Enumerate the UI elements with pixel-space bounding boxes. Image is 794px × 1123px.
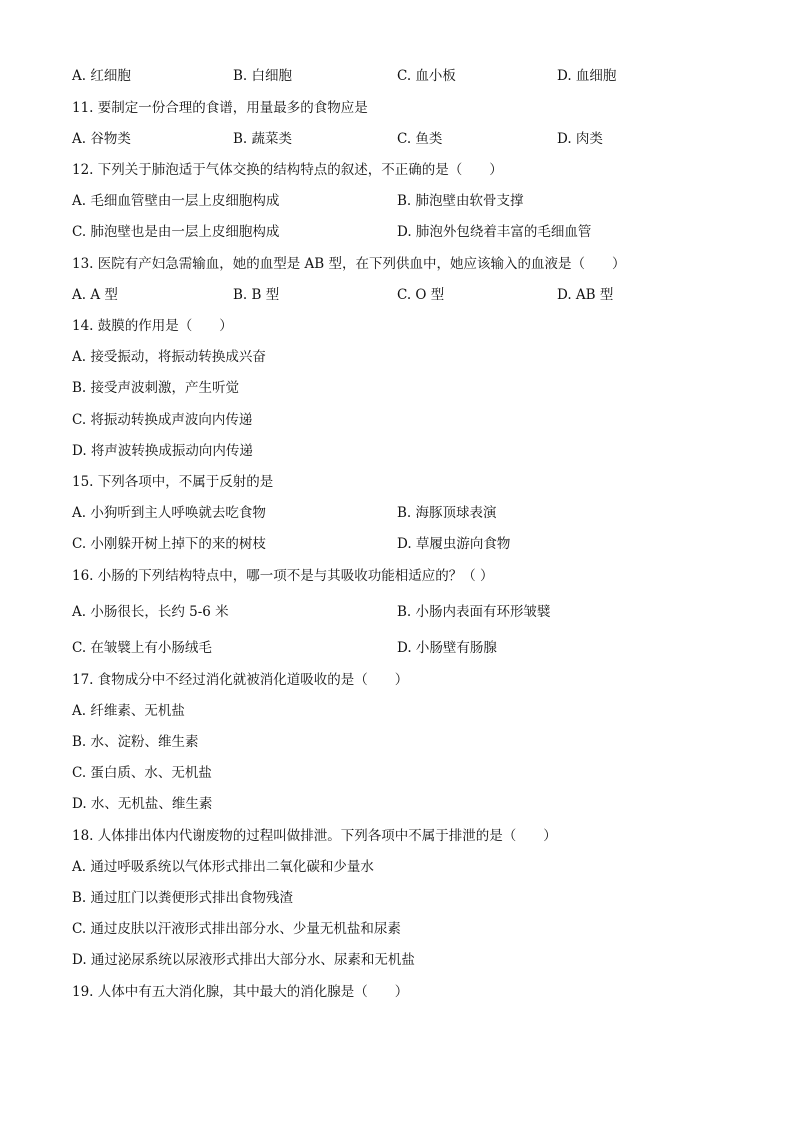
q15-option-d: D. 草履虫游向食物 — [397, 536, 511, 552]
q15-stem: 15. 下列各项中，不属于反射的是 — [72, 474, 274, 490]
q14-option-b: B. 接受声波刺激，产生听觉 — [72, 380, 240, 396]
q16-option-a: A. 小肠很长，长约 5-6 米 — [72, 604, 229, 620]
q17-option-c: C. 蛋白质、水、无机盐 — [72, 765, 212, 781]
q18-option-c: C. 通过皮肤以汗液形式排出部分水、少量无机盐和尿素 — [72, 921, 401, 937]
q15-option-b: B. 海豚顶球表演 — [397, 505, 497, 521]
q18-option-a: A. 通过呼吸系统以气体形式排出二氧化碳和少量水 — [72, 859, 374, 875]
q14-option-c: C. 将振动转换成声波向内传递 — [72, 412, 253, 428]
q11-option-a: A. 谷物类 — [72, 131, 131, 147]
q11-option-c: C. 鱼类 — [397, 131, 443, 147]
q14-option-d: D. 将声波转换成振动向内传递 — [72, 443, 253, 459]
q10-option-a: A. 红细胞 — [72, 68, 131, 84]
q14-option-a: A. 接受振动，将振动转换成兴奋 — [72, 349, 266, 365]
q10-option-c: C. 血小板 — [397, 68, 456, 84]
q11-stem: 11. 要制定一份合理的食谱，用量最多的食物应是 — [72, 100, 368, 116]
q13-option-a: A. A 型 — [72, 287, 118, 303]
q12-option-a: A. 毛细血管壁由一层上皮细胞构成 — [72, 193, 280, 209]
q16-option-c: C. 在皱襞上有小肠绒毛 — [72, 640, 212, 656]
q12-option-b: B. 肺泡壁由软骨支撑 — [397, 193, 524, 209]
q10-option-d: D. 血细胞 — [557, 68, 617, 84]
q15-option-c: C. 小刚躲开树上掉下的来的树枝 — [72, 536, 266, 552]
q17-option-b: B. 水、淀粉、维生素 — [72, 734, 199, 750]
q12-option-c: C. 肺泡壁也是由一层上皮细胞构成 — [72, 224, 280, 240]
q17-stem: 17. 食物成分中不经过消化就被消化道吸收的是（ ） — [72, 672, 409, 688]
q13-stem: 13. 医院有产妇急需输血，她的血型是 AB 型，在下列供血中，她应该输入的血液是（ ） — [72, 256, 626, 272]
q18-option-b: B. 通过肛门以粪便形式排出食物残渣 — [72, 890, 294, 906]
q14-stem: 14. 鼓膜的作用是（ ） — [72, 318, 233, 334]
q13-option-d: D. AB 型 — [557, 287, 614, 303]
q10-option-b: B. 白细胞 — [233, 68, 293, 84]
q16-stem: 16. 小肠的下列结构特点中，哪一项不是与其吸收功能相适应的？（ ） — [72, 568, 494, 584]
q15-option-a: A. 小狗听到主人呼唤就去吃食物 — [72, 505, 266, 521]
q13-option-c: C. O 型 — [397, 287, 445, 303]
q16-option-d: D. 小肠壁有肠腺 — [397, 640, 497, 656]
q18-option-d: D. 通过泌尿系统以尿液形式排出大部分水、尿素和无机盐 — [72, 952, 415, 968]
q18-stem: 18. 人体排出体内代谢废物的过程叫做排泄。下列各项中不属于排泄的是（ ） — [72, 828, 557, 844]
q16-option-b: B. 小肠内表面有环形皱襞 — [397, 604, 551, 620]
q19-stem: 19. 人体中有五大消化腺，其中最大的消化腺是（ ） — [72, 984, 409, 1000]
q13-option-b: B. B 型 — [233, 287, 280, 303]
q17-option-a: A. 纤维素、无机盐 — [72, 703, 185, 719]
q11-option-b: B. 蔬菜类 — [233, 131, 293, 147]
q12-stem: 12. 下列关于肺泡适于气体交换的结构特点的叙述，不正确的是（ ） — [72, 162, 503, 178]
q17-option-d: D. 水、无机盐、维生素 — [72, 796, 213, 812]
q12-option-d: D. 肺泡外包绕着丰富的毛细血管 — [397, 224, 592, 240]
q11-option-d: D. 肉类 — [557, 131, 603, 147]
